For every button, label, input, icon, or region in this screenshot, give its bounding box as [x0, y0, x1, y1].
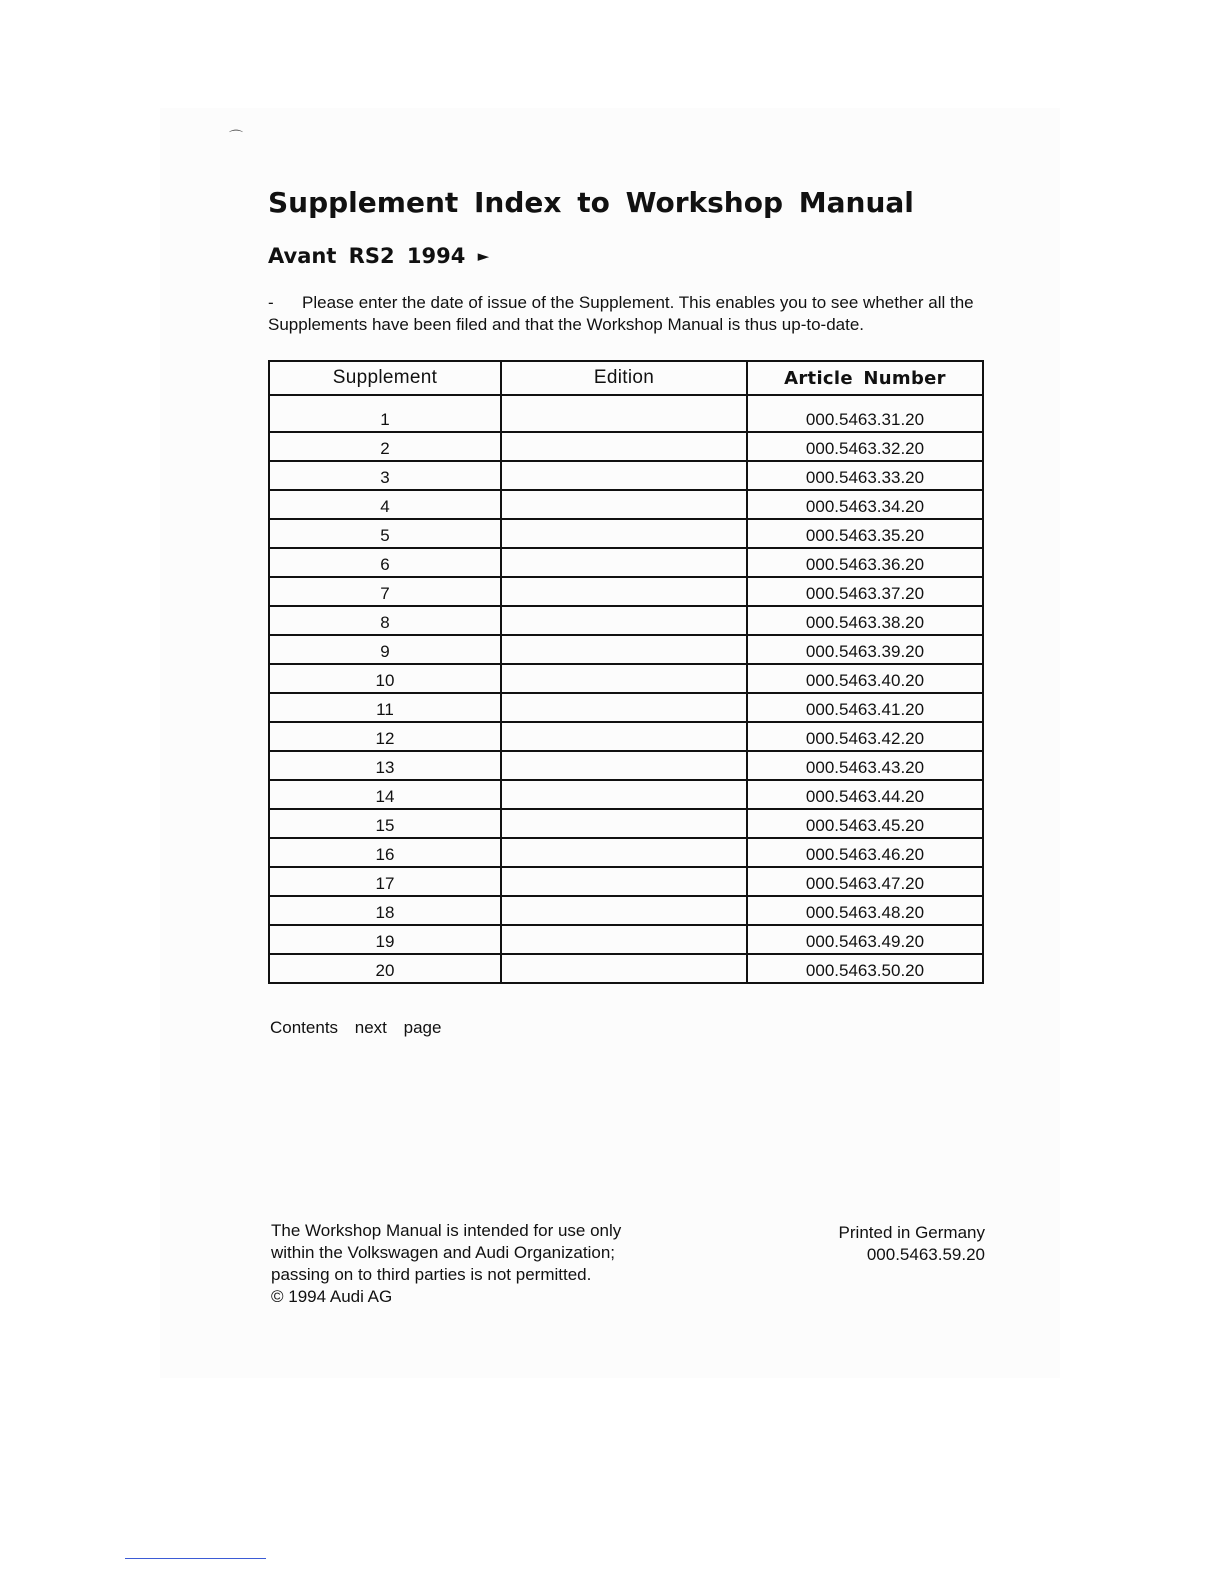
- table-row: [269, 395, 983, 432]
- edition-entry-cell[interactable]: [501, 490, 747, 519]
- subtitle-text: Avant RS2 1994: [268, 244, 466, 268]
- supplement-number-cell: 3: [269, 461, 501, 490]
- instruction-dash: -: [268, 293, 274, 312]
- table-row: [269, 838, 983, 867]
- table-row: [269, 461, 983, 490]
- edition-entry-cell[interactable]: [501, 432, 747, 461]
- edition-entry-cell[interactable]: [501, 867, 747, 896]
- footer-article-number: 000.5463.59.20: [866, 1245, 985, 1264]
- table-row: [269, 664, 983, 693]
- article-number-cell: 000.5463.36.20: [747, 548, 983, 577]
- article-number-cell: 000.5463.49.20: [747, 925, 983, 954]
- table-row: [269, 809, 983, 838]
- footer-disclaimer: [271, 1220, 621, 1308]
- edition-entry-cell[interactable]: [501, 395, 747, 432]
- article-number-cell: 000.5463.45.20: [747, 809, 983, 838]
- table-row: [269, 722, 983, 751]
- table-row: [269, 606, 983, 635]
- supplement-table: [268, 360, 984, 984]
- article-number-cell: 000.5463.48.20: [747, 896, 983, 925]
- supplement-number-cell: 17: [269, 867, 501, 896]
- page-subtitle: [268, 244, 489, 268]
- edition-entry-cell[interactable]: [501, 461, 747, 490]
- copyright-line: © 1994 Audi AG: [271, 1287, 393, 1306]
- edition-entry-cell[interactable]: [501, 635, 747, 664]
- edition-entry-cell[interactable]: [501, 809, 747, 838]
- divider-line: [125, 1558, 266, 1559]
- article-number-cell: 000.5463.32.20: [747, 432, 983, 461]
- edition-entry-cell[interactable]: [501, 664, 747, 693]
- column-header-edition: Edition: [501, 361, 747, 395]
- supplement-number-cell: 13: [269, 751, 501, 780]
- table-row: [269, 519, 983, 548]
- table-row: [269, 751, 983, 780]
- table-row: [269, 954, 983, 983]
- edition-entry-cell[interactable]: [501, 838, 747, 867]
- table-row: [269, 693, 983, 722]
- table-row: [269, 867, 983, 896]
- supplement-number-cell: 8: [269, 606, 501, 635]
- supplement-number-cell: 7: [269, 577, 501, 606]
- scan-mark: ⌒: [229, 129, 243, 145]
- table-row: [269, 577, 983, 606]
- article-number-cell: 000.5463.33.20: [747, 461, 983, 490]
- supplement-number-cell: 16: [269, 838, 501, 867]
- supplement-number-cell: 1: [269, 395, 501, 432]
- table-row: [269, 925, 983, 954]
- disclaimer-line: passing on to third parties is not permitted.: [271, 1265, 592, 1284]
- article-number-cell: 000.5463.35.20: [747, 519, 983, 548]
- instruction-body: Please enter the date of issue of the Supplement. This enables you to see whether all the Supplements have been filed and that the Workshop Manual is thus up-to-date.: [268, 293, 974, 334]
- supplement-number-cell: 14: [269, 780, 501, 809]
- edition-entry-cell[interactable]: [501, 780, 747, 809]
- page-title: Supplement Index to Workshop Manual: [268, 186, 914, 219]
- right-arrow-icon: ►: [477, 247, 490, 265]
- edition-entry-cell[interactable]: [501, 548, 747, 577]
- article-number-cell: 000.5463.39.20: [747, 635, 983, 664]
- disclaimer-line: within the Volkswagen and Audi Organization;: [271, 1243, 616, 1262]
- article-number-cell: 000.5463.40.20: [747, 664, 983, 693]
- edition-entry-cell[interactable]: [501, 693, 747, 722]
- edition-entry-cell[interactable]: [501, 722, 747, 751]
- supplement-number-cell: 10: [269, 664, 501, 693]
- edition-entry-cell[interactable]: [501, 519, 747, 548]
- supplement-number-cell: 19: [269, 925, 501, 954]
- table-row: [269, 432, 983, 461]
- supplement-number-cell: 20: [269, 954, 501, 983]
- supplement-number-cell: 11: [269, 693, 501, 722]
- footer-print-info: [839, 1222, 985, 1266]
- supplement-number-cell: 4: [269, 490, 501, 519]
- table-row: [269, 635, 983, 664]
- table-header-row: [269, 361, 983, 395]
- table-row: [269, 780, 983, 809]
- printed-in-text: Printed in Germany: [838, 1223, 985, 1242]
- edition-entry-cell[interactable]: [501, 577, 747, 606]
- article-number-cell: 000.5463.31.20: [747, 395, 983, 432]
- supplement-number-cell: 15: [269, 809, 501, 838]
- article-number-cell: 000.5463.50.20: [747, 954, 983, 983]
- supplement-number-cell: 5: [269, 519, 501, 548]
- edition-entry-cell[interactable]: [501, 606, 747, 635]
- article-number-cell: 000.5463.42.20: [747, 722, 983, 751]
- supplement-number-cell: 9: [269, 635, 501, 664]
- article-number-cell: 000.5463.38.20: [747, 606, 983, 635]
- article-number-cell: 000.5463.34.20: [747, 490, 983, 519]
- edition-entry-cell[interactable]: [501, 751, 747, 780]
- article-number-cell: 000.5463.37.20: [747, 577, 983, 606]
- supplement-number-cell: 12: [269, 722, 501, 751]
- supplement-number-cell: 2: [269, 432, 501, 461]
- article-number-cell: 000.5463.41.20: [747, 693, 983, 722]
- disclaimer-line: The Workshop Manual is intended for use only: [271, 1221, 622, 1240]
- article-number-cell: 000.5463.44.20: [747, 780, 983, 809]
- table-row: [269, 896, 983, 925]
- table-row: [269, 490, 983, 519]
- column-header-article-number: Article Number: [747, 361, 983, 395]
- supplement-number-cell: 6: [269, 548, 501, 577]
- contents-next-page-note: Contents next page: [270, 1018, 442, 1037]
- article-number-cell: 000.5463.46.20: [747, 838, 983, 867]
- article-number-cell: 000.5463.43.20: [747, 751, 983, 780]
- edition-entry-cell[interactable]: [501, 954, 747, 983]
- edition-entry-cell[interactable]: [501, 896, 747, 925]
- article-number-cell: 000.5463.47.20: [747, 867, 983, 896]
- instruction-text: [268, 292, 984, 336]
- edition-entry-cell[interactable]: [501, 925, 747, 954]
- table-row: [269, 548, 983, 577]
- column-header-supplement: Supplement: [269, 361, 501, 395]
- supplement-number-cell: 18: [269, 896, 501, 925]
